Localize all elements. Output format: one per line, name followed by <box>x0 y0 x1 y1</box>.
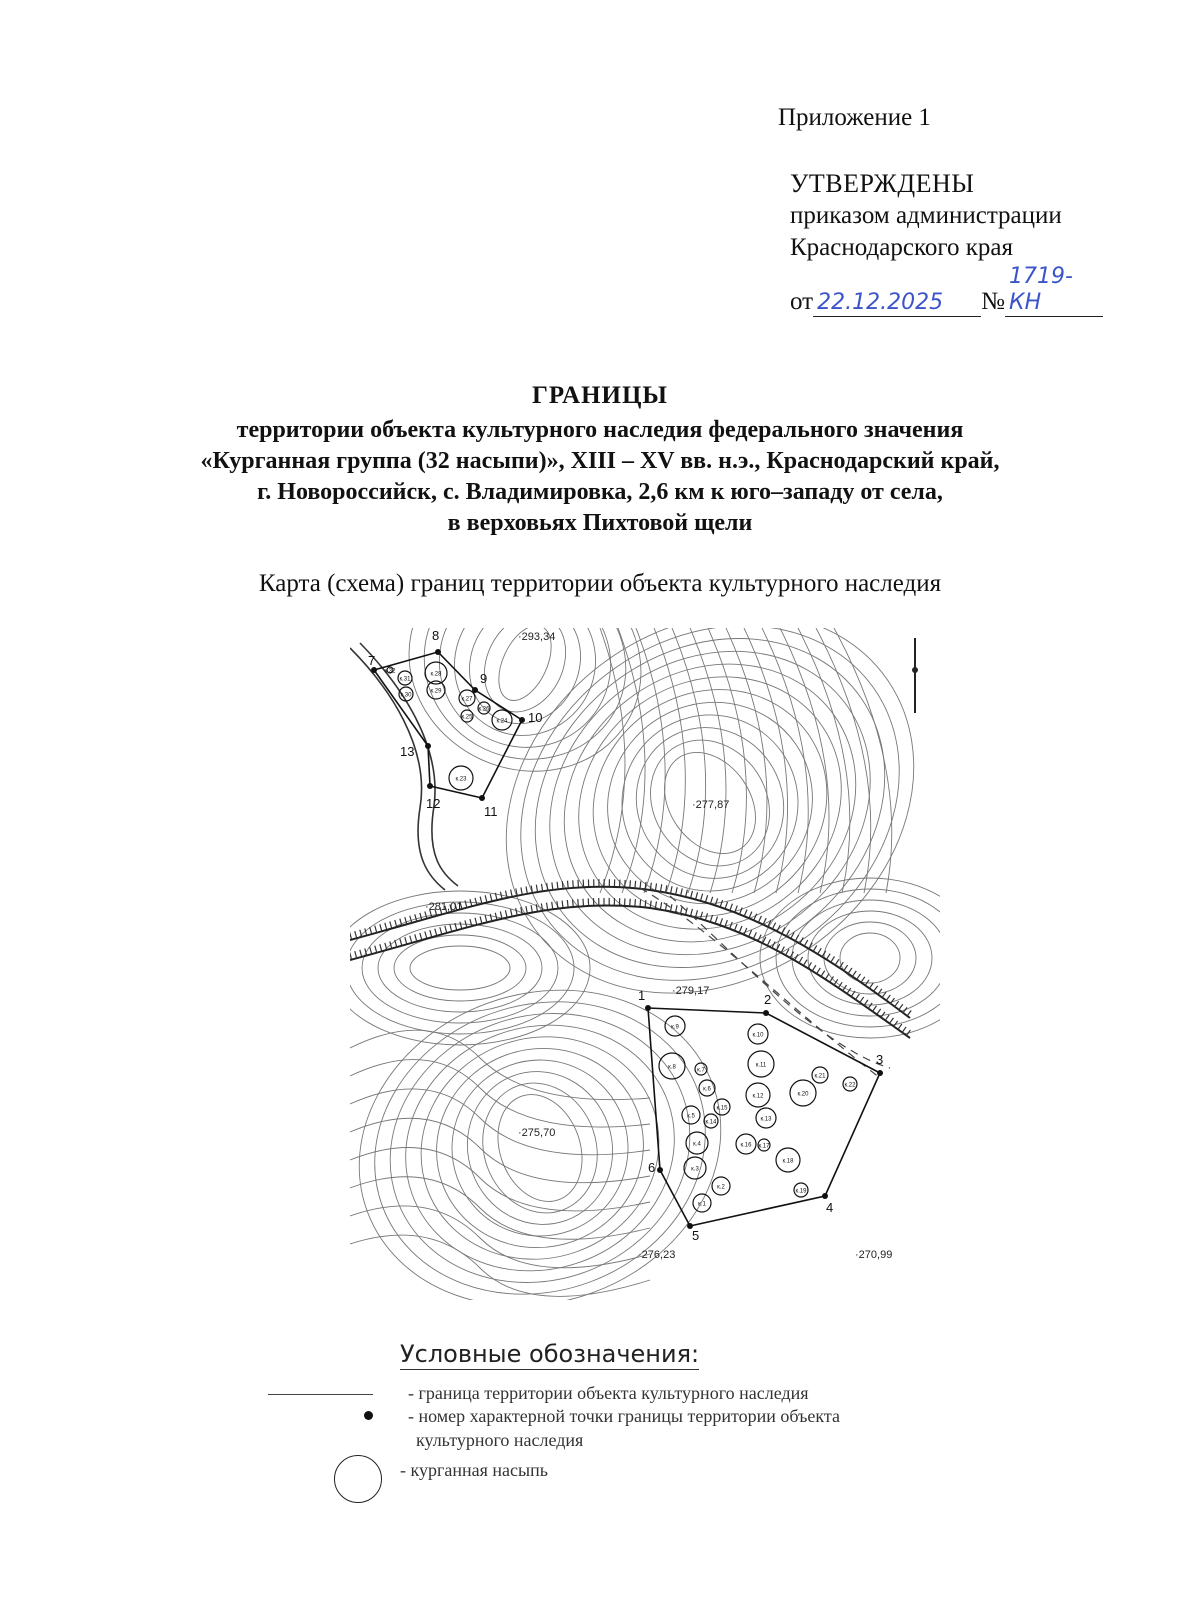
mound-label: к.13 <box>760 1116 772 1123</box>
boundary-point-marker <box>645 1005 651 1011</box>
mound-label: к.8 <box>668 1064 676 1071</box>
heading-line-1: территории объекта культурного наследия федерального значения <box>236 417 964 443</box>
boundary-point-label: 11 <box>484 804 498 819</box>
mound-label: к.7 <box>697 1067 705 1074</box>
contour-line <box>834 628 892 893</box>
mound-label: к.24 <box>496 718 508 725</box>
number-prefix: № <box>981 288 1005 315</box>
boundary-point-marker <box>822 1193 828 1199</box>
mound-label: к.18 <box>782 1158 794 1165</box>
mound-label: к.22 <box>844 1082 856 1089</box>
legend-title: Условные обозначения: <box>400 1340 700 1368</box>
mound-label: к.23 <box>455 776 467 783</box>
side-road <box>350 648 445 890</box>
topographic-map <box>350 628 940 1300</box>
contour-line <box>350 1177 650 1240</box>
mound-label: к.29 <box>430 688 442 695</box>
boundary-point-label: 13 <box>400 744 415 759</box>
contour-line <box>350 891 590 1045</box>
contour-line <box>378 924 542 1012</box>
contour-line <box>350 1235 650 1296</box>
mound-label: к.20 <box>797 1091 809 1098</box>
mound-label: к.2 <box>717 1184 725 1191</box>
boundary-point-marker <box>519 717 525 723</box>
mound-label: к.17 <box>758 1143 770 1150</box>
mound-label: к.6 <box>703 1086 711 1093</box>
boundary-point-marker <box>657 1167 663 1173</box>
boundary-point-label: 5 <box>692 1228 700 1243</box>
mound-label: к.32 <box>384 668 396 675</box>
boundary-line-symbol <box>268 1394 373 1395</box>
contour-line <box>792 900 940 1016</box>
approved-title: УТВЕРЖДЕНЫ <box>790 169 975 198</box>
approval-block <box>790 168 1103 318</box>
mound-label: к.28 <box>430 671 442 678</box>
boundary-point-marker <box>877 1070 883 1076</box>
boundary-point-label: 6 <box>648 1160 656 1175</box>
map-subheading: Карта (схема) границ территории объекта культурного наследия <box>258 570 942 597</box>
mound-label: к.27 <box>461 696 473 703</box>
elevation-mark: ·276,23 <box>638 1249 676 1261</box>
mound-circle-symbol <box>334 1455 382 1503</box>
mound-label: к.21 <box>814 1073 826 1080</box>
mound-label: к.3 <box>691 1166 699 1173</box>
heading-title: ГРАНИЦЫ <box>532 382 668 409</box>
contour-line <box>373 628 676 809</box>
north-arrow-icon <box>912 638 918 713</box>
boundary-point-symbol <box>364 1411 373 1420</box>
contour-line <box>350 1148 650 1211</box>
mound-label: к.31 <box>399 676 411 683</box>
boundary-point-label: 7 <box>368 653 376 668</box>
boundary-point-marker <box>435 649 441 655</box>
dashed-track <box>670 896 890 1068</box>
legend-mound-text: - курганная насыпь <box>400 1460 548 1480</box>
boundary-point-label: 12 <box>426 796 441 811</box>
contour-line <box>446 1051 634 1245</box>
contour-line <box>776 889 940 1027</box>
mound-label: к.25 <box>461 714 473 721</box>
boundary-point-marker <box>763 1010 769 1016</box>
mound-label: к.11 <box>755 1062 767 1069</box>
approval-date-line <box>790 264 1103 318</box>
document-heading <box>150 380 1050 539</box>
contour-line <box>350 1118 650 1182</box>
contour-line <box>408 1019 671 1276</box>
mound-label: к.16 <box>740 1142 752 1149</box>
elevation-mark: ·279,17 <box>672 985 710 997</box>
contour-lines <box>350 628 940 1300</box>
mound-label: к.30 <box>400 692 412 699</box>
boundary-point-label: 10 <box>528 710 543 725</box>
legend-boundary-text: - граница территории объекта культурного наследия <box>408 1383 809 1403</box>
boundary-point-marker <box>425 743 431 749</box>
boundary-point-label: 1 <box>638 988 646 1003</box>
elevation-mark: ·275,70 <box>518 1127 556 1139</box>
date-prefix: от <box>790 288 814 315</box>
handwritten-date: 22.12.2025 <box>813 290 981 317</box>
boundary-polygon-northwest <box>374 652 522 798</box>
mound-label: к.12 <box>752 1093 764 1100</box>
contour-line <box>600 628 625 893</box>
elevation-mark: ·293,34 <box>518 631 556 643</box>
elevation-mark: ·270,99 <box>855 1249 893 1261</box>
contour-line <box>412 628 639 775</box>
approved-line-2: приказом администрации <box>790 202 1062 229</box>
boundary-point-label: 8 <box>432 628 440 643</box>
contour-line <box>744 628 788 893</box>
mound-label: к.15 <box>716 1105 728 1112</box>
appendix-label: Приложение 1 <box>778 104 931 131</box>
mound-label: к.5 <box>687 1113 695 1120</box>
approved-line-3: Краснодарского края <box>790 234 1013 261</box>
mound-label: к.14 <box>705 1119 717 1126</box>
mound-label: к.1 <box>698 1201 706 1208</box>
mound-label: к.9 <box>671 1024 679 1031</box>
boundary-point-label: 4 <box>826 1200 834 1215</box>
contour-line <box>410 946 510 990</box>
legend-point-text-1: - номер характерной точки границы территории объекта <box>408 1406 840 1426</box>
contour-line <box>394 935 526 1001</box>
boundary-point-label: 2 <box>764 992 772 1007</box>
boundary-point-marker <box>427 783 433 789</box>
boundary-point-marker <box>479 795 485 801</box>
mound-label: к.26 <box>478 706 490 713</box>
contour-line <box>808 911 932 1005</box>
handwritten-number: 1719-КН <box>1005 264 1103 317</box>
heading-line-2: «Курганная группа (32 насыпи)», XIII – XV вв. н.э., Краснодарский край, <box>200 448 1000 474</box>
heading-line-4: в верховьях Пихтовой щели <box>447 510 753 536</box>
heading-line-3: г. Новороссийск, с. Владимировка, 2,6 км к юго–западу от села, <box>257 479 943 505</box>
mound-label: к.19 <box>795 1188 807 1195</box>
legend-point-text-2: культурного наследия <box>416 1430 584 1450</box>
elevation-mark: ·277,87 <box>692 799 730 811</box>
elevation-mark: ·281,01 <box>425 901 463 913</box>
mound-label: к.4 <box>693 1141 701 1148</box>
contour-line <box>762 628 808 893</box>
mound-label: к.10 <box>752 1032 764 1039</box>
boundary-point-label: 9 <box>480 671 488 686</box>
dashed-track <box>640 888 880 1078</box>
boundary-point-label: 3 <box>876 1052 884 1067</box>
